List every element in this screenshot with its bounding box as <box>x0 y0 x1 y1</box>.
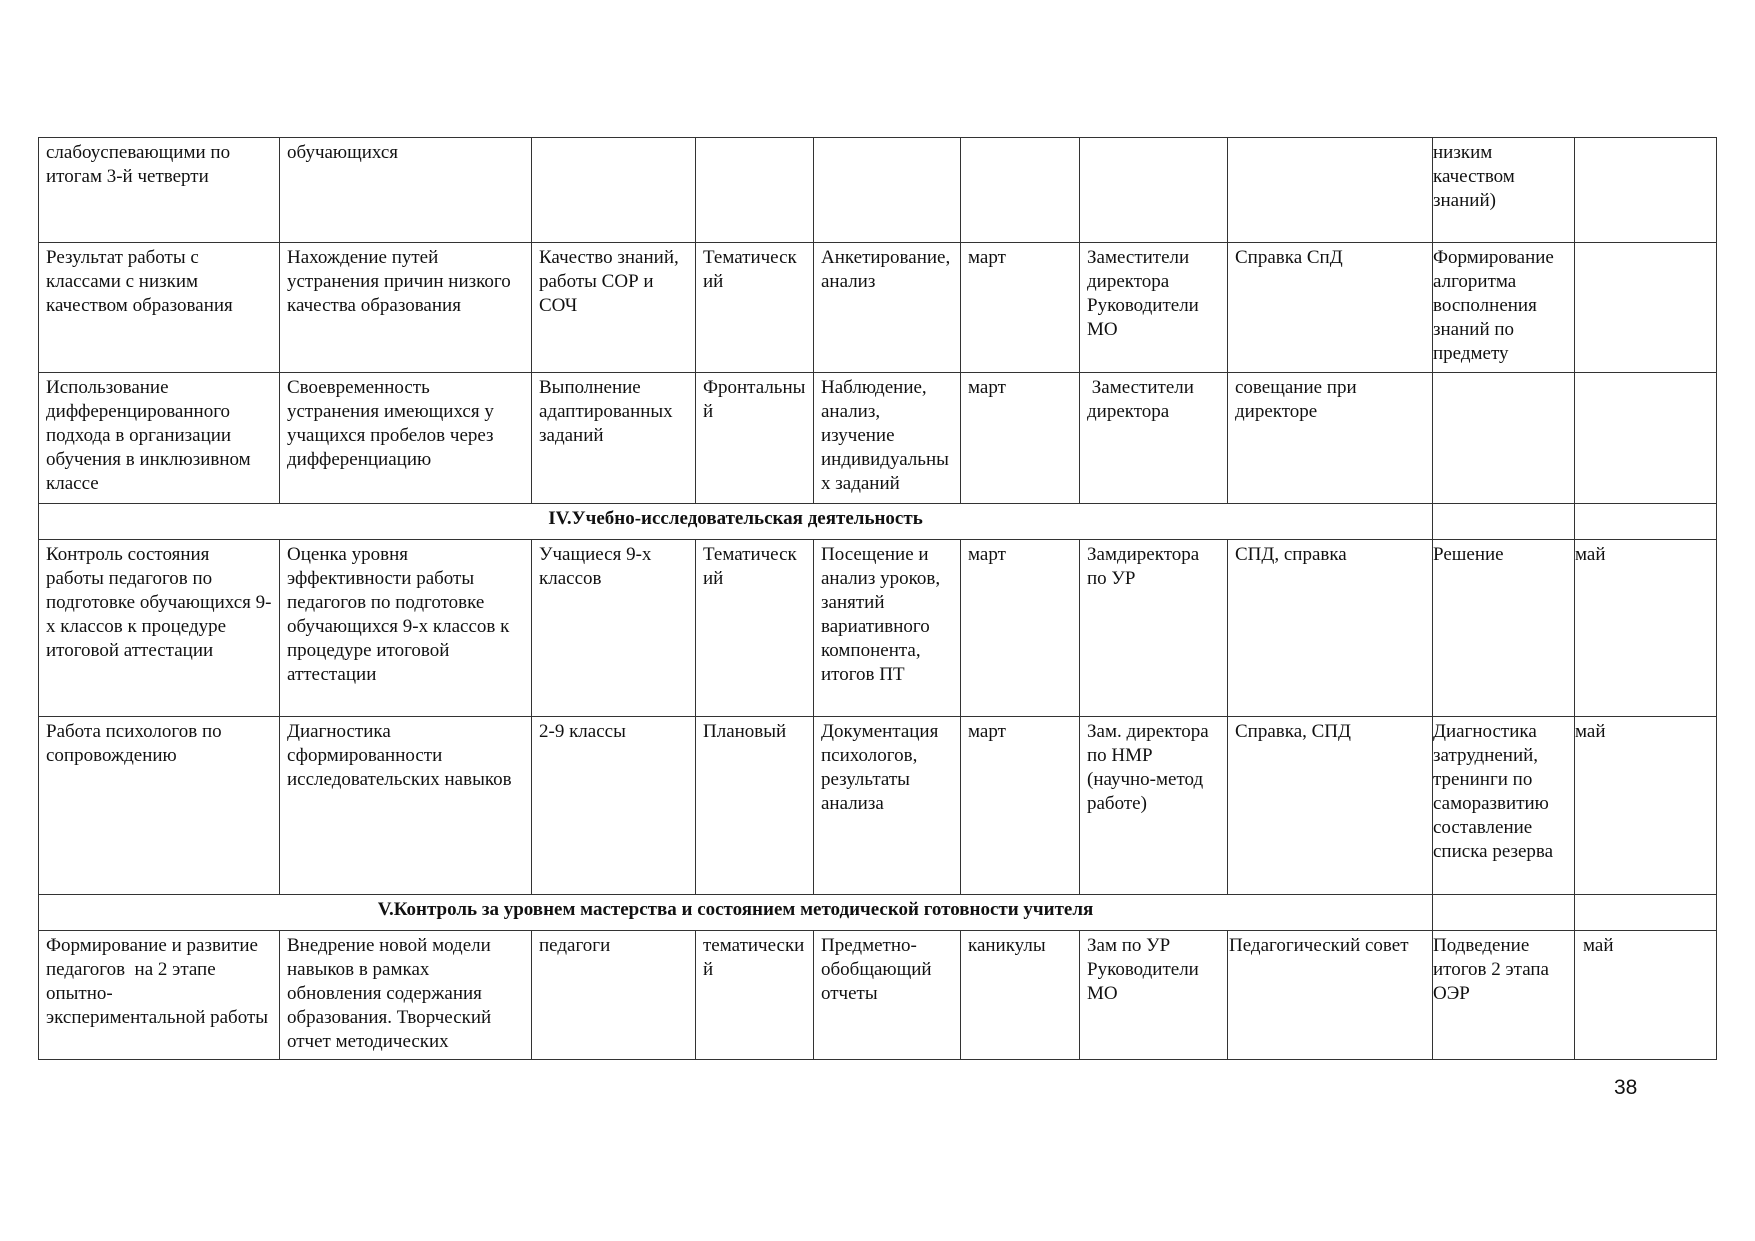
section-title: V.Контроль за уровнем мастерства и состоянием методической готовности учителя <box>39 895 1433 931</box>
cell-object: Учащиеся 9-х классов <box>532 540 696 717</box>
table-row <box>39 138 1717 243</box>
cell-decision <box>1433 373 1575 504</box>
cell-subject: Работа психологов по сопровождению <box>39 717 280 895</box>
cell-object: 2-9 классы <box>532 717 696 895</box>
table-row <box>39 373 1717 504</box>
cell-followup <box>1575 373 1717 504</box>
cell-subject: слабоуспевающими по итогам 3-й четверти <box>39 138 280 243</box>
cell-empty <box>1575 895 1717 931</box>
cell-type <box>696 138 814 243</box>
cell-type: Тематический <box>696 540 814 717</box>
cell-subject: Формирование и развитие педагогов на 2 этапе опытно-экспериментальной работы <box>39 931 280 1060</box>
cell-responsible: Заместители директора <box>1080 373 1228 504</box>
cell-goal: Диагностика сформированности исследовательских навыков <box>280 717 532 895</box>
cell-responsible: Заместители директора Руководители МО <box>1080 243 1228 373</box>
cell-date: каникулы <box>961 931 1080 1060</box>
cell-followup <box>1575 243 1717 373</box>
cell-goal: Оценка уровня эффективности работы педагогов по подготовке обучающихся 9-х классов к процедуре итоговой аттестации <box>280 540 532 717</box>
cell-method: Анкетирование, анализ <box>814 243 961 373</box>
cell-type: Плановый <box>696 717 814 895</box>
cell-date: март <box>961 540 1080 717</box>
cell-method: Наблюдение, анализ, изучение индивидуальных заданий <box>814 373 961 504</box>
cell-goal: Своевременность устранения имеющихся у учащихся пробелов через дифференциацию <box>280 373 532 504</box>
cell-decision: Подведение итогов 2 этапа ОЭР <box>1433 931 1575 1060</box>
cell-subject: Использование дифференцированного подхода в организации обучения в инклюзивном классе <box>39 373 280 504</box>
cell-method: Документация психологов, результаты анализа <box>814 717 961 895</box>
cell-responsible: Зам по УР Руководители МО <box>1080 931 1228 1060</box>
cell-type: Фронтальный <box>696 373 814 504</box>
cell-report <box>1228 138 1433 243</box>
section-row <box>39 895 1717 931</box>
cell-decision: Диагностика затруднений, тренинги по саморазвитию составление списка резерва <box>1433 717 1575 895</box>
cell-followup: май <box>1575 540 1717 717</box>
cell-goal: обучающихся <box>280 138 532 243</box>
cell-followup: май <box>1575 931 1717 1060</box>
cell-responsible: Замдиректора по УР <box>1080 540 1228 717</box>
page-number: 38 <box>1614 1076 1638 1099</box>
cell-subject: Контроль состояния работы педагогов по подготовке обучающихся 9-х классов к процедуре итоговой аттестации <box>39 540 280 717</box>
cell-object: педагоги <box>532 931 696 1060</box>
cell-subject: Результат работы с классами с низким качеством образования <box>39 243 280 373</box>
cell-decision: низким качеством знаний) <box>1433 138 1575 243</box>
cell-type: тематический <box>696 931 814 1060</box>
cell-object <box>532 138 696 243</box>
cell-date: март <box>961 243 1080 373</box>
table-row <box>39 243 1717 373</box>
cell-date: март <box>961 373 1080 504</box>
cell-goal: Нахождение путей устранения причин низкого качества образования <box>280 243 532 373</box>
section-title: IV.Учебно-исследовательская деятельность <box>39 504 1433 540</box>
table-row <box>39 931 1717 1060</box>
cell-report: СПД, справка <box>1228 540 1433 717</box>
cell-object: Качество знаний, работы СОР и СОЧ <box>532 243 696 373</box>
cell-decision: Решение <box>1433 540 1575 717</box>
cell-empty <box>1433 895 1575 931</box>
cell-report: Справка, СПД <box>1228 717 1433 895</box>
cell-date: март <box>961 717 1080 895</box>
cell-method: Предметно-обобщающий отчеты <box>814 931 961 1060</box>
cell-date <box>961 138 1080 243</box>
cell-goal: Внедрение новой модели навыков в рамках обновления содержания образования. Творческий отчет методических <box>280 931 532 1060</box>
cell-responsible <box>1080 138 1228 243</box>
cell-report: Справка СпД <box>1228 243 1433 373</box>
cell-report: совещание при директоре <box>1228 373 1433 504</box>
cell-followup: май <box>1575 717 1717 895</box>
cell-type: Тематический <box>696 243 814 373</box>
cell-method <box>814 138 961 243</box>
section-row <box>39 504 1717 540</box>
cell-method: Посещение и анализ уроков, занятий вариативного компонента, итогов ПТ <box>814 540 961 717</box>
cell-object: Выполнение адаптированных заданий <box>532 373 696 504</box>
table-row <box>39 717 1717 895</box>
cell-empty <box>1433 504 1575 540</box>
cell-decision: Формирование алгоритма восполнения знаний по предмету <box>1433 243 1575 373</box>
table-row <box>39 540 1717 717</box>
cell-report: Педагогический совет <box>1228 931 1433 1060</box>
cell-followup <box>1575 138 1717 243</box>
cell-responsible: Зам. директора по НМР (научно-метод работе) <box>1080 717 1228 895</box>
control-plan-table <box>38 137 1717 1060</box>
cell-empty <box>1575 504 1717 540</box>
